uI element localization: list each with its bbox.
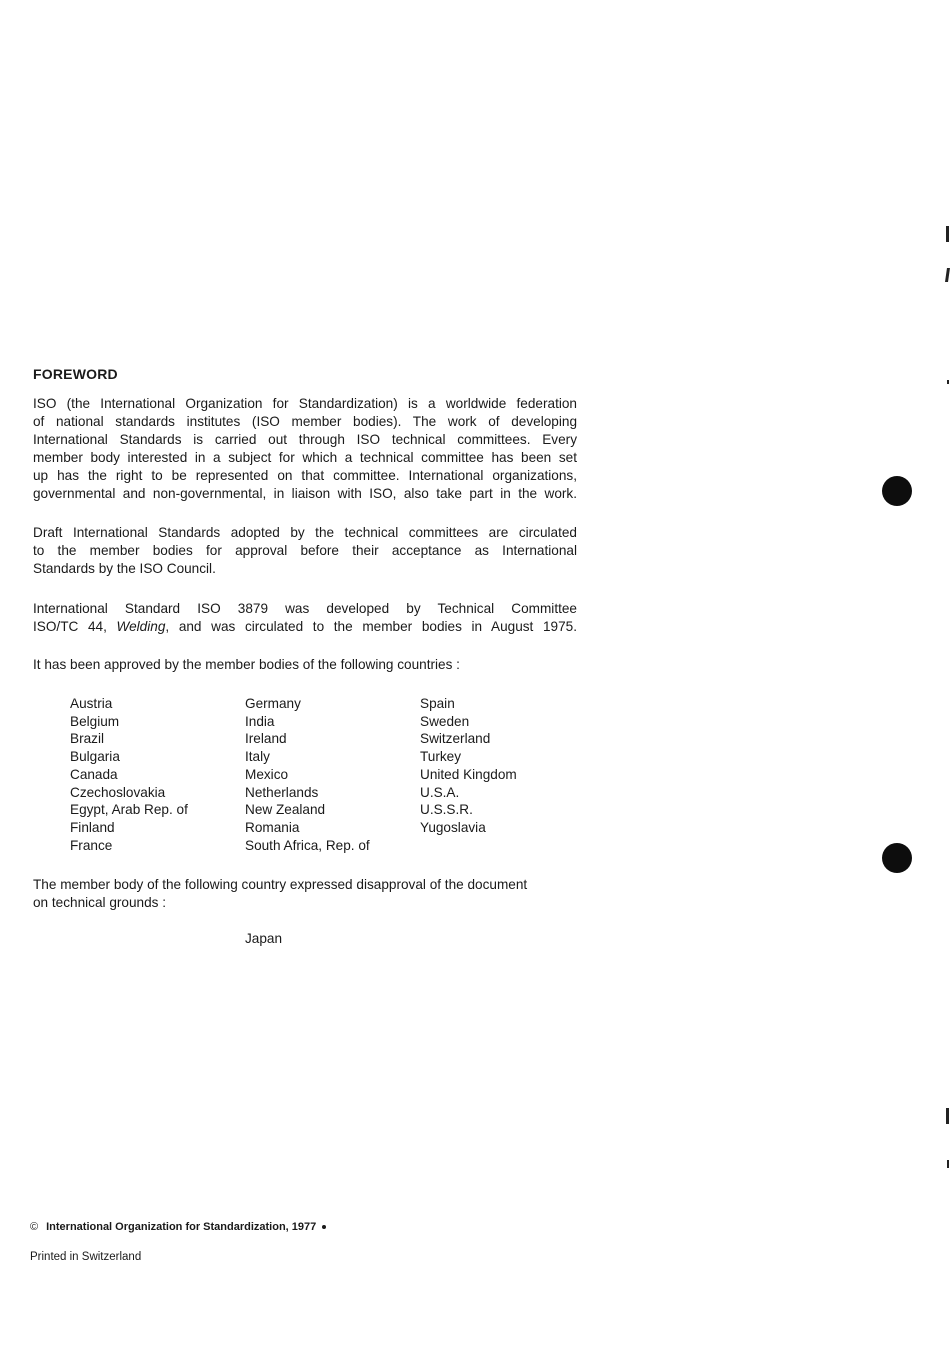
punch-hole-icon [882, 476, 912, 506]
paragraph-line: Draft International Standards adopted by the technical committees are circulated [33, 525, 577, 540]
foreword-paragraph-3 [33, 600, 577, 636]
country-column-3 [420, 695, 517, 837]
country-name: U.S.S.R. [420, 802, 473, 818]
country-name: Switzerland [420, 731, 491, 747]
foreword-heading: FOREWORD [33, 366, 118, 382]
printed-location: Printed in Switzerland [30, 1251, 142, 1263]
country-name: Spain [420, 696, 455, 711]
country-name: Belgium [70, 713, 120, 729]
foreword-paragraph-1 [33, 395, 577, 503]
country-name: Czechoslovakia [70, 784, 166, 800]
country-name: U.S.A. [420, 784, 460, 800]
country-name: Finland [70, 819, 115, 835]
committee-prefix: ISO/TC 44, [33, 619, 117, 634]
paragraph-line: Standards by the ISO Council. [33, 561, 216, 576]
disapproving-country: Japan [245, 931, 283, 946]
country-name: Italy [245, 749, 270, 765]
country-name: Brazil [70, 731, 104, 747]
paragraph-line: governmental and non-governmental, in liaison with ISO, also take part in the work. [33, 486, 577, 501]
paragraph-line: up has the right to be represented on that committee. International organizations, [33, 468, 577, 483]
foreword-paragraph-4 [33, 656, 577, 674]
bullet-dot-icon [322, 1225, 326, 1229]
country-name: Netherlands [245, 784, 319, 800]
copyright-line [30, 1221, 326, 1233]
foreword-paragraph-5 [33, 876, 577, 912]
paragraph-line: ISO (the International Organization for Standardization) is a worldwide federation [33, 396, 577, 411]
paragraph-line: on technical grounds : [33, 895, 167, 910]
committee-suffix: , and was circulated to the member bodies in August 1975. [165, 619, 577, 634]
country-name: Sweden [420, 713, 470, 729]
edge-mark [945, 268, 950, 282]
foreword-paragraph-2 [33, 524, 577, 578]
country-name: New Zealand [245, 802, 326, 818]
country-name: Romania [245, 819, 300, 835]
country-name: United Kingdom [420, 766, 517, 782]
paragraph-line: of national standards institutes (ISO member bodies). The work of developing [33, 414, 577, 429]
copyright-text: International Organization for Standardization, 1977 [46, 1221, 317, 1233]
country-column-1 [70, 695, 188, 854]
edge-mark [947, 1160, 949, 1168]
paragraph-line [33, 618, 577, 636]
paragraph-line: The member body of the following country expressed disapproval of the document [33, 877, 528, 892]
country-name: Mexico [245, 766, 289, 782]
country-name: Ireland [245, 731, 287, 747]
paragraph-line: to the member bodies for approval before their acceptance as International [33, 543, 577, 558]
country-column-2 [245, 695, 370, 854]
country-name: India [245, 713, 275, 729]
punch-hole-icon [882, 843, 912, 873]
copyright-symbol: © [30, 1221, 39, 1233]
country-name: Turkey [420, 749, 462, 765]
country-name: Germany [245, 696, 301, 711]
country-name: Canada [70, 766, 118, 782]
committee-title: Welding [116, 619, 166, 634]
paragraph-line: member body interested in a subject for which a technical committee has been set [33, 450, 577, 465]
edge-mark [947, 380, 949, 384]
country-name: Bulgaria [70, 749, 120, 765]
country-name: France [70, 837, 113, 853]
paragraph-line: International Standards is carried out through ISO technical committees. Every [33, 432, 577, 447]
country-name: South Africa, Rep. of [245, 837, 370, 853]
paragraph-line: It has been approved by the member bodies of the following countries : [33, 657, 460, 672]
edge-mark [946, 226, 949, 242]
country-name: Yugoslavia [420, 819, 486, 835]
paragraph-line: International Standard ISO 3879 was developed by Technical Committee [33, 601, 577, 616]
country-name: Austria [70, 696, 113, 711]
edge-mark [946, 1108, 949, 1124]
country-name: Egypt, Arab Rep. of [70, 802, 188, 818]
